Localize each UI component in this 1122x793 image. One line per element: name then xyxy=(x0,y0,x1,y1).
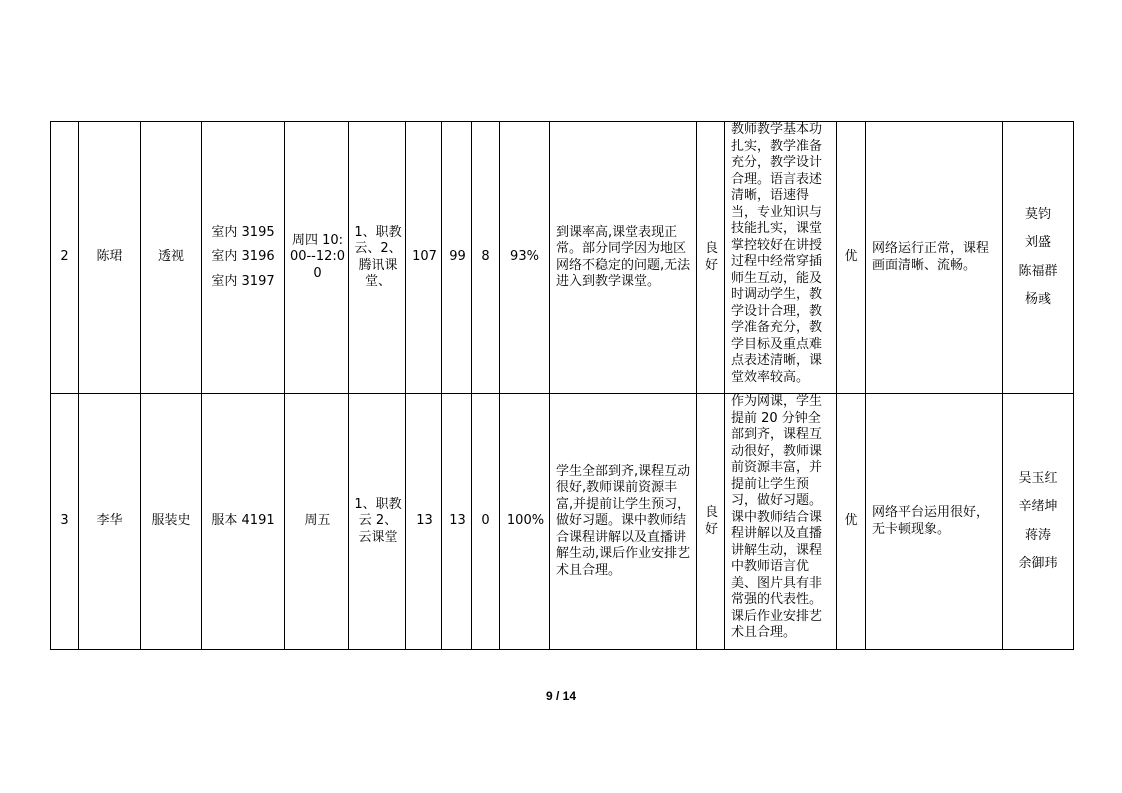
teaching-grade: 优 xyxy=(837,122,866,394)
class-item: 服本 4191 xyxy=(211,513,275,529)
teaching-comment: 作为网课，学生提前 20 分钟全部到齐，课程互动很好，教师课前资源丰富，并提前让学生预习，做好习题。课中教师结合课程讲解以及直播讲解生动，课程中教师语言优美、图片具有非常强的代表性。课后作业安排艺术且合理。 xyxy=(725,394,837,650)
platform: 1、职教云、2、腾讯课堂、 xyxy=(349,122,406,394)
attendance-comment: 到课率高,课堂表现正常。部分同学因为地区网络不稳定的问题,无法进入到教学课堂。 xyxy=(550,122,697,394)
class-time: 周五 xyxy=(285,394,349,650)
inspector-name: 辛绪坤 xyxy=(1018,499,1058,514)
attendance-grade: 良好 xyxy=(697,122,725,394)
absent-count: 0 xyxy=(472,394,500,650)
table-row xyxy=(51,122,1074,394)
class-item: 室内 3197 xyxy=(211,273,275,289)
attendance-grade: 良好 xyxy=(697,394,725,650)
inspector-name: 莫钧 xyxy=(1024,206,1051,222)
enrolled-count: 107 xyxy=(406,122,442,394)
platform: 1、职教云 2、云课堂 xyxy=(349,394,406,650)
attended-count: 99 xyxy=(442,122,472,394)
teaching-grade: 优 xyxy=(837,394,866,650)
attended-count: 13 xyxy=(442,394,472,650)
course-name: 服装史 xyxy=(141,394,202,650)
teacher-name: 陈珺 xyxy=(79,122,141,394)
table-row xyxy=(51,394,1074,650)
absent-count: 8 xyxy=(472,122,500,394)
inspector-name: 余御玮 xyxy=(1018,556,1058,571)
class-list xyxy=(202,122,285,394)
course-name: 透视 xyxy=(141,122,202,394)
page-number: 9 / 14 xyxy=(545,689,577,703)
class-item: 室内 3196 xyxy=(211,249,275,265)
network-comment: 网络平台运用很好，无卡顿现象。 xyxy=(866,394,1003,650)
inspector-name: 陈福群 xyxy=(1018,263,1058,279)
attendance-comment: 学生全部到齐,课程互动很好,教师课前资源丰富,并提前让学生预习，做好习题。课中教师结合课程讲解以及直播讲解生动,课后作业安排艺术且合理。 xyxy=(550,394,697,650)
teaching-comment: 教师教学基本功扎实，教学准备充分，教学设计合理。语言表述清晰，语速得当，专业知识与技能扎实，课堂掌控较好在讲授过程中经常穿插师生互动，能及时调动学生，教学设计合理，教学准备充分，教学目标及重点难点表述清晰，课堂效率较高。 xyxy=(725,122,837,394)
inspector-name: 蒋涛 xyxy=(1024,527,1051,543)
inspector-list xyxy=(1003,122,1074,394)
class-item: 室内 3195 xyxy=(211,224,275,240)
inspector-name: 刘盛 xyxy=(1024,235,1051,250)
enrolled-count: 13 xyxy=(406,394,442,650)
inspector-name: 吴玉红 xyxy=(1018,470,1058,486)
row-number: 2 xyxy=(51,122,79,394)
inspection-table xyxy=(50,121,1074,650)
row-number: 3 xyxy=(51,394,79,650)
attendance-rate: 100% xyxy=(500,394,550,650)
class-list xyxy=(202,394,285,650)
attendance-rate: 93% xyxy=(500,122,550,394)
class-time: 周四 10:00--12:00 xyxy=(285,122,349,394)
network-comment: 网络运行正常，课程画面清晰、流畅。 xyxy=(866,122,1003,394)
teacher-name: 李华 xyxy=(79,394,141,650)
inspector-list xyxy=(1003,394,1074,650)
inspector-name: 杨彧 xyxy=(1024,292,1051,307)
